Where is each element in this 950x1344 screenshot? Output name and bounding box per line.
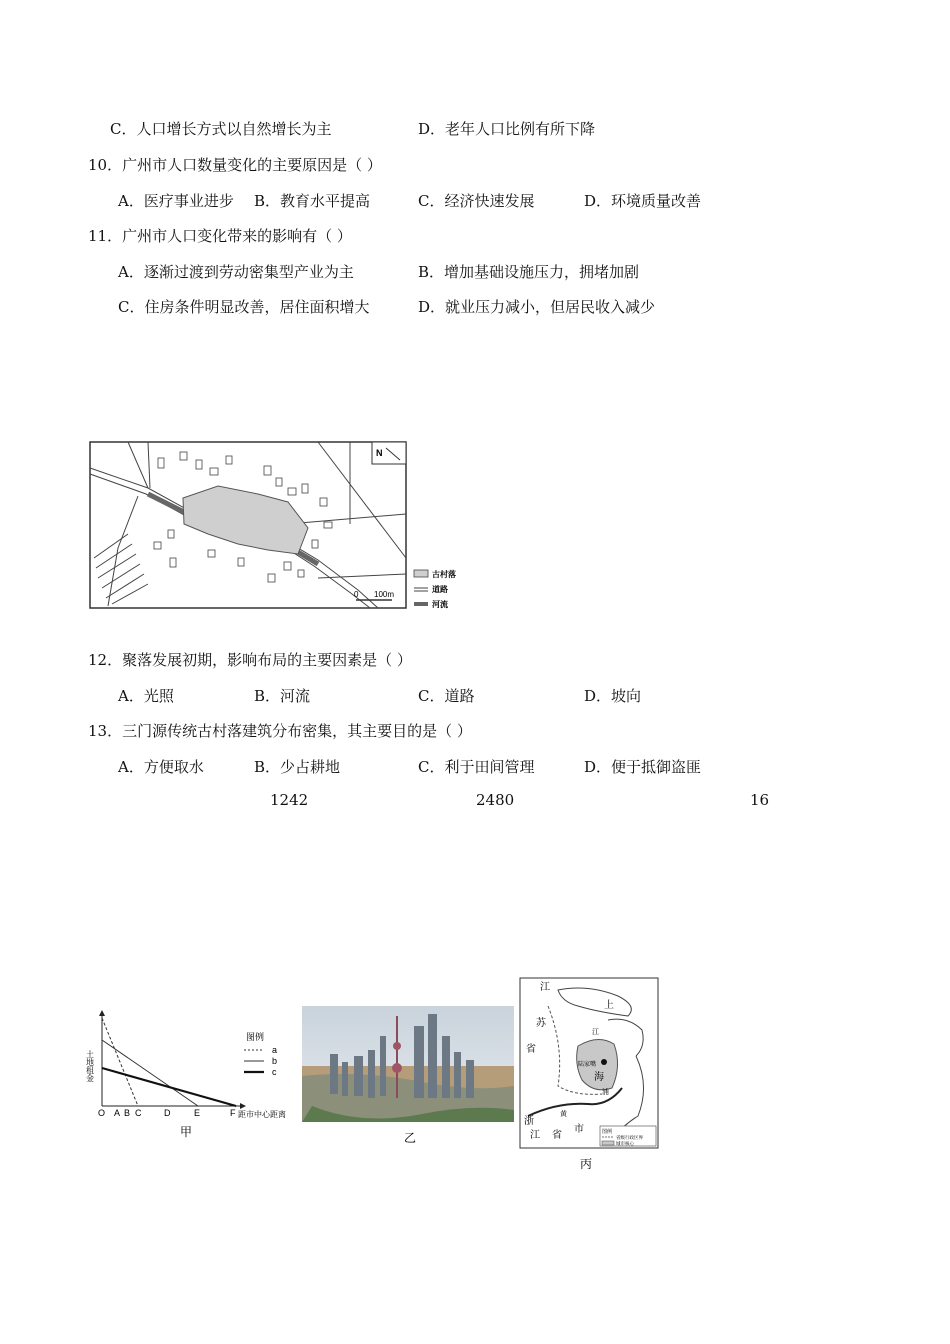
q13-stem: 13．三门源传统古村落建筑分布密集，其主要目的是（ ）: [88, 722, 472, 740]
number-2480: 2480: [476, 791, 515, 809]
jia-tick-e: E: [194, 1108, 201, 1118]
q13-option-b: B．少占耕地: [254, 758, 341, 776]
scale-zero: 0: [354, 590, 359, 599]
bing-legend-boundary: 省级行政区界: [616, 1136, 643, 1141]
bing-legend-core: 城市核心: [616, 1142, 634, 1147]
jia-caption: 甲: [180, 1125, 193, 1139]
bing-label-jiang2: 江: [592, 1028, 599, 1036]
bing-label-zhe: 浙: [524, 1116, 534, 1127]
jia-tick-c: C: [135, 1108, 142, 1118]
q12-option-c: C．道路: [418, 687, 475, 705]
bing-center-label: 陆家嘴: [578, 1061, 597, 1068]
jia-legend-a: a: [272, 1045, 278, 1055]
q12-option-b: B．河流: [254, 687, 311, 705]
q11-option-a: A．逐渐过渡到劳动密集型产业为主: [118, 263, 354, 281]
jia-tick-d: D: [164, 1108, 171, 1118]
north-label: N: [376, 448, 383, 458]
bing-label-shang: 上: [604, 1000, 614, 1011]
legend-river: 河流: [432, 599, 448, 609]
jia-tick-a: A: [114, 1108, 121, 1118]
bing-label-huang: 黄: [560, 1110, 567, 1118]
q12-stem: 12．聚落发展初期，影响布局的主要因素是（ ）: [88, 651, 412, 669]
q13-option-c: C．利于田间管理: [418, 758, 535, 776]
q12-option-a: A．光照: [118, 687, 174, 705]
jia-legend-title: 图例: [246, 1032, 265, 1042]
q10-stem: 10．广州市人口数量变化的主要原因是（ ）: [88, 156, 382, 174]
jia-tick-b: B: [124, 1108, 131, 1118]
q10-option-d: D．环境质量改善: [584, 192, 702, 210]
bing-label-hai: 海: [594, 1072, 604, 1083]
bing-label-shi: 市: [574, 1124, 584, 1135]
q10-option-a: A．医疗事业进步: [118, 192, 234, 210]
q9-option-c: C．人口增长方式以自然增长为主: [110, 120, 332, 138]
bing-label-su: 苏: [536, 1018, 546, 1029]
village-map: [88, 438, 468, 614]
number-1242: 1242: [270, 791, 309, 809]
fig-bing-shanghai-map: [518, 976, 662, 1172]
q10-option-b: B．教育水平提高: [254, 192, 371, 210]
bing-legend-title: 图例: [602, 1129, 613, 1135]
legend-road: 道路: [432, 584, 448, 594]
number-16: 16: [750, 791, 770, 809]
q11-option-d: D．就业压力减小，但居民收入减少: [418, 298, 656, 316]
jia-ylabel: 土地租金: [85, 1050, 95, 1082]
jia-legend-c: c: [272, 1067, 277, 1077]
q11-option-b: B．增加基础设施压力，拥堵加剧: [418, 263, 640, 281]
fig-yi-skyline-photo: [302, 1006, 514, 1146]
fig-jia-rent-chart: [85, 1010, 298, 1140]
q11-option-c: C．住房条件明显改善，居住面积增大: [118, 298, 370, 316]
q13-option-d: D．便于抵御盗匪: [584, 758, 702, 776]
bing-caption: 丙: [580, 1157, 593, 1171]
bing-label-jiang3: 江: [530, 1130, 540, 1141]
q10-option-c: C．经济快速发展: [418, 192, 535, 210]
yi-caption: 乙: [404, 1131, 417, 1145]
jia-legend-b: b: [272, 1056, 278, 1066]
q12-option-d: D．坡向: [584, 687, 642, 705]
q11-stem: 11．广州市人口变化带来的影响有（ ）: [88, 227, 352, 245]
jia-xlabel: 距市中心距离: [238, 1110, 286, 1119]
bing-label-sheng1: 省: [526, 1044, 536, 1055]
jia-tick-o: O: [98, 1108, 106, 1118]
scale-length: 100m: [374, 590, 395, 599]
jia-tick-f: F: [230, 1108, 236, 1118]
bing-label-jiang1: 江: [540, 982, 550, 993]
q9-option-d: D．老年人口比例有所下降: [418, 120, 596, 138]
q13-option-a: A．方便取水: [118, 758, 204, 776]
bing-label-sheng2: 省: [552, 1130, 562, 1141]
legend-village: 古村落: [432, 569, 456, 579]
bing-label-pu: 浦: [602, 1088, 609, 1096]
